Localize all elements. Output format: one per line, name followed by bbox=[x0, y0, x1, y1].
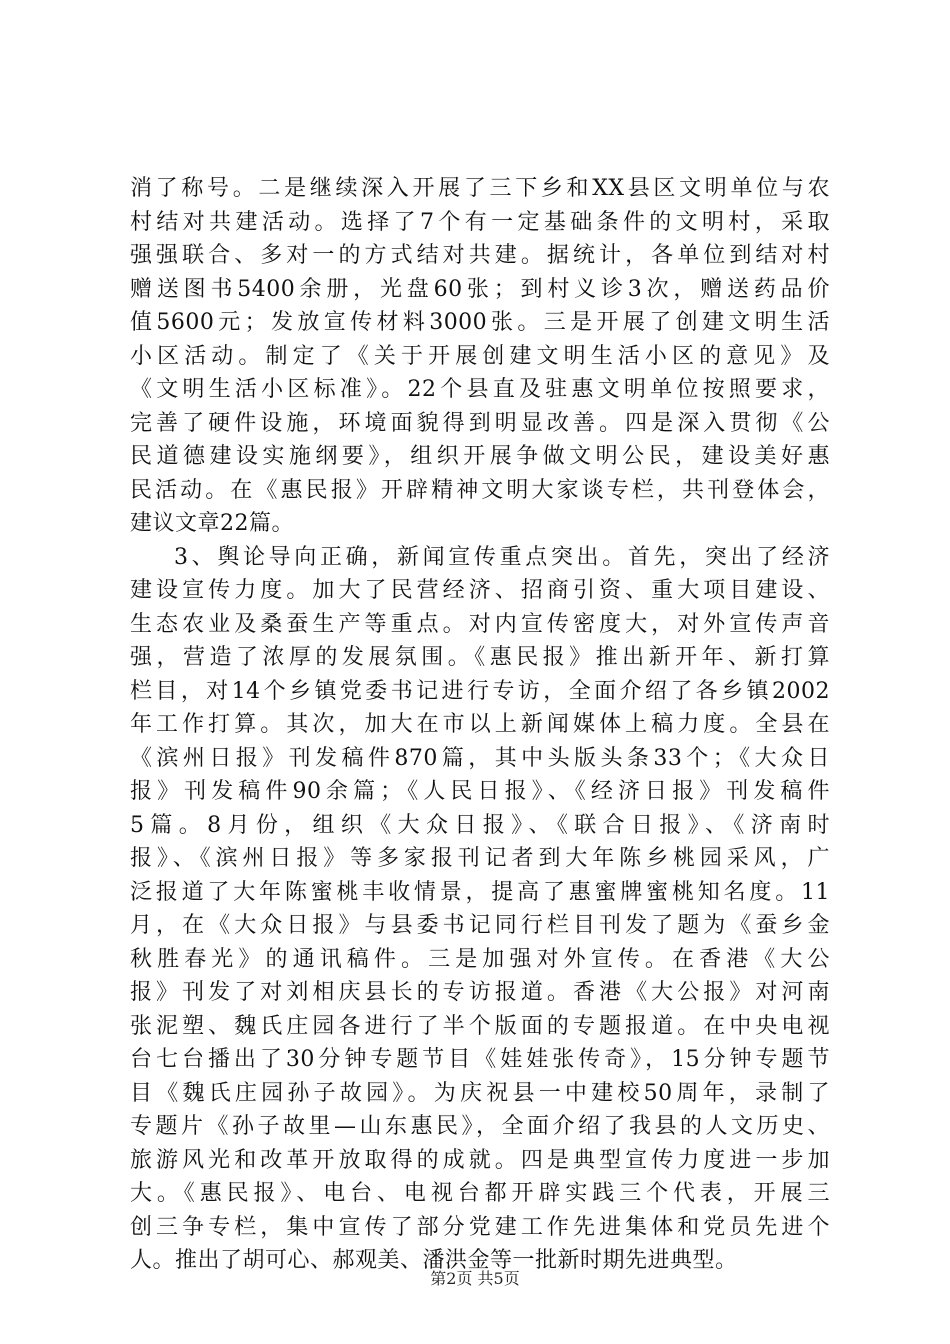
text-line: 报》刊发了对刘相庆县长的专访报道。香港《大公报》对河南 bbox=[130, 980, 830, 1005]
text-line: 民活动。在《惠民报》开辟精神文明大家谈专栏，共刊登体会， bbox=[130, 477, 830, 503]
text-line: 5篇。8月份，组织《大众日报》、《联合日报》、《济南时 bbox=[130, 812, 830, 838]
text-line: 完善了硬件设施，环境面貌得到明显改善。四是深入贯彻《公 bbox=[130, 410, 830, 436]
text-line: 台七台播出了30分钟专题节目《娃娃张传奇》，15分钟专题节 bbox=[130, 1047, 830, 1072]
text-line: 张泥塑、魏氏庄园各进行了半个版面的专题报道。在中央电视 bbox=[130, 1013, 830, 1039]
text-line: 强强联合、多对一的方式结对共建。据统计，各单位到结对村 bbox=[130, 243, 830, 268]
text-line: 年工作打算。其次，加大在市以上新闻媒体上稿力度。全县在 bbox=[130, 712, 830, 737]
text-line: 报》、《滨州日报》等多家报刊记者到大年陈乡桃园采风，广 bbox=[130, 846, 830, 871]
text-line: 大。《惠民报》、电台、电视台都开辟实践三个代表，开展三 bbox=[130, 1181, 830, 1206]
text-line: 专题片《孙子故里—山东惠民》，全面介绍了我县的人文历史、 bbox=[130, 1114, 830, 1139]
text-line: 赠送图书5400余册，光盘60张；到村义诊3次，赠送药品价 bbox=[130, 276, 830, 302]
text-line: 小区活动。制定了《关于开展创建文明生活小区的意见》及 bbox=[130, 343, 830, 369]
text-line: 栏目，对14个乡镇党委书记进行专访，全面介绍了各乡镇2002 bbox=[130, 678, 830, 704]
text-line: 月，在《大众日报》与县委书记同行栏目刊发了题为《蚕乡金 bbox=[130, 913, 830, 938]
text-line: 建议文章22篇。 bbox=[130, 511, 294, 536]
page-number-footer: 第2页 共5页 bbox=[430, 1269, 520, 1288]
text-line: 泛报道了大年陈蜜桃丰收情景，提高了惠蜜牌蜜桃知名度。11 bbox=[130, 879, 830, 905]
text-line: 《文明生活小区标准》。22个县直及驻惠文明单位按照要求， bbox=[130, 377, 830, 402]
text-line: 《滨州日报》刊发稿件870篇，其中头版头条33个；《大众日 bbox=[130, 745, 830, 771]
text-line: 村结对共建活动。选择了7个有一定基础条件的文明村，采取 bbox=[130, 209, 830, 235]
text-line: 建设宣传力度。加大了民营经济、招商引资、重大项目建设、 bbox=[130, 578, 830, 603]
text-line: 旅游风光和改革开放取得的成就。四是典型宣传力度进一步加 bbox=[130, 1147, 830, 1173]
text-line: 报》刊发稿件90余篇；《人民日报》、《经济日报》刊发稿件 bbox=[130, 779, 830, 804]
text-line: 民道德建设实施纲要》，组织开展争做文明公民，建设美好惠 bbox=[130, 444, 830, 469]
document-body bbox=[130, 172, 830, 1278]
text-line: 3、舆论导向正确，新闻宣传重点突出。首先，突出了经济 bbox=[174, 544, 830, 570]
text-line: 强，营造了浓厚的发展氛围。《惠民报》推出新开年、新打算 bbox=[130, 645, 830, 670]
text-line: 创三争专栏，集中宣传了部分党建工作先进集体和党员先进个 bbox=[130, 1214, 830, 1240]
paragraph-2 bbox=[130, 541, 830, 1278]
text-line: 秋胜春光》的通讯稿件。三是加强对外宣传。在香港《大公 bbox=[130, 946, 830, 972]
text-line: 消了称号。二是继续深入开展了三下乡和XX县区文明单位与农 bbox=[130, 176, 830, 201]
text-line: 目《魏氏庄园孙子故园》。为庆祝县一中建校50周年，录制了 bbox=[130, 1080, 830, 1106]
text-line: 生态农业及桑蚕生产等重点。对内宣传密度大，对外宣传声音 bbox=[130, 611, 830, 637]
text-line: 人。推出了胡可心、郝观美、潘洪金等一批新时期先进典型。 bbox=[130, 1248, 738, 1273]
paragraph-1 bbox=[130, 172, 830, 541]
text-line: 值5600元；发放宣传材料3000张。三是开展了创建文明生活 bbox=[130, 310, 830, 335]
